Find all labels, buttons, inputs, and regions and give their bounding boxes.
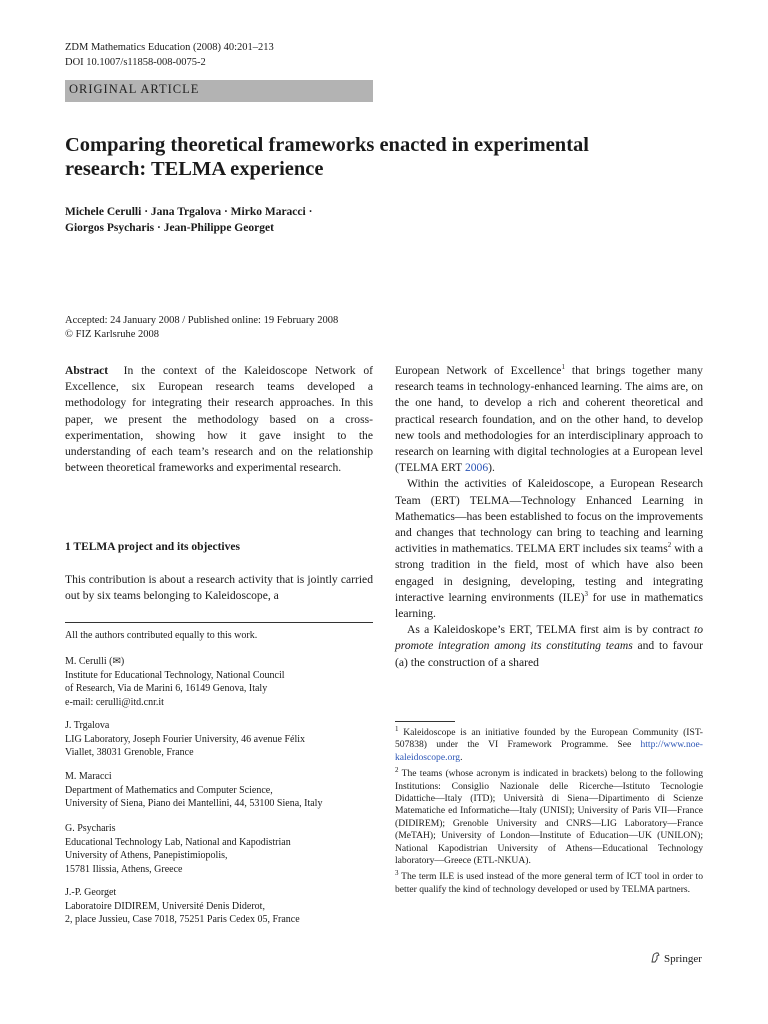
affiliation-line: University of Siena, Piano dei Mantellini, 44, 53100 Siena, Italy [65,798,323,810]
footnote-2 [395,768,703,867]
affiliation-name: J. Trgalova [65,720,110,731]
affiliation-cerulli [65,655,385,709]
springer-horse-icon [650,952,661,963]
abstract-text: In the context of the Kaleidoscope Network of Excellence, six European research teams developed a methodology for integrating their research approaches. In this paper, we present the methodology based on a cross-experimentation, showing how it gave insight to the understanding of each team’s research and on the relationship between theoretical frameworks and experimental research. [65,364,373,475]
author-list [65,204,705,236]
paragraph [395,476,703,622]
text-run: European Network of Excellence [395,364,562,377]
accepted-date: Accepted: 24 January 2008 / Published online: 19 February 2008 [65,315,339,326]
footnote-number: 2 [395,766,399,775]
text-run: As a Kaleidoskope’s ERT, TELMA first aim is by contract [407,623,694,637]
text-run: with a strong tradition in the field, most of which have also been engaged in designing, developing, testing and integrating interactive learning environments (ILE) [395,542,703,604]
affiliation-line: University of Athens, Panepistimiopolis, [65,850,228,862]
footnote-1 [395,724,703,764]
kaleidoscope-link[interactable]: http://www.noe-kaleidoscope.org [395,739,703,763]
text-run: ). [488,461,495,475]
footnote-ref: 3 [584,589,589,598]
affiliation-maracci [65,770,385,811]
footnote-number: 3 [395,869,399,878]
contribution-note: All the authors contributed equally to this work. [65,630,258,641]
authors-line: Giorgos Psycharis · Jean-Philippe Georget [65,222,274,234]
publisher-name: Springer [664,953,702,965]
right-column-body [395,363,703,671]
affiliation-line: LIG Laboratory, Joseph Fourier University, 46 avenue Félix [65,733,306,745]
affiliation-line: Institute for Educational Technology, National Council [65,669,285,681]
abstract [65,363,373,476]
paragraph [395,363,703,476]
divider [65,622,373,623]
paper-title [65,133,705,181]
paragraph [395,622,703,671]
affiliation-name: M. Maracci [65,771,112,782]
affiliation-name: M. Cerulli (✉) [65,656,125,667]
emphasis: to promote integration among its constituting teams [395,623,703,653]
affiliation-line: Educational Technology Lab, National and Kapodistrian [65,836,291,848]
affiliation-line: of Research, Via de Marini 6, 16149 Genova, Italy [65,683,268,695]
doi: DOI 10.1007/s11858-008-0075-2 [65,57,206,68]
affiliation-trgalova [65,719,385,760]
text-run: that brings together many research teams in technology-enhanced learning. The aims are, on the one hand, to develop a rich and coherent theoretical and practical research foundation, and on the other hand, to develop new tools and methodologies for an interdisciplinary approach to research on learning with digital technologies at a European level (TELMA ERT [395,364,703,475]
affiliation-line: Laboratoire DIDIREM, Université Denis Diderot, [65,900,265,912]
publication-dates [65,314,385,342]
affiliation-line: 15781 Ilissia, Athens, Greece [65,863,183,875]
abstract-label: Abstract [65,364,109,377]
text-run: and to favour (a) the construction of a shared [395,639,703,669]
footnote-number: 1 [395,724,399,733]
text-run: for use in mathematics learning. [395,590,703,621]
footnote-ref: 1 [561,363,565,372]
footnotes [395,724,703,896]
section-body: This contribution is about a research activity that is jointly carried out by six teams belonging to Kaleidoscope, a [65,573,373,603]
affiliation-georget [65,886,385,927]
article-type-banner [65,80,373,102]
affiliation-psycharis [65,822,385,876]
title-line: research: TELMA experience [65,158,324,180]
footnote-text: The term ILE is used instead of the more general term of ICT tool in order to better qualify the kind of technology developed or used by TELMA partners. [395,871,703,895]
affiliation-line: 2, place Jussieu, Case 7018, 75251 Paris Cedex 05, France [65,914,300,926]
publisher-logo [650,952,702,965]
text-run: Within the activities of Kaleidoscope, a European Research Team (ERT) TELMA—Technology Enhanced Learning in Mathematics—has been established to focus on the improvements and changes that technology can bring to teaching and learning activities in mathematics. TELMA ERT includes six teams [395,477,703,556]
affiliation-email: e-mail: cerulli@itd.cnr.it [65,696,164,708]
affiliation-name: J.-P. Georget [65,887,117,898]
journal-citation: ZDM Mathematics Education (2008) 40:201–213 [65,42,274,53]
affiliation-line: Viallet, 38031 Grenoble, France [65,747,194,759]
footnote-text: Kaleidoscope is an initiative founded by the European Community (IST-507838) under the VI Framework Programme. See [395,727,703,751]
authors-line: Michele Cerulli · Jana Trgalova · Mirko Maracci · [65,206,313,218]
title-line: Comparing theoretical frameworks enacted in experimental [65,134,589,156]
footnote-text: The teams (whose acronym is indicated in brackets) belong to the following Institutions: Consiglio Nazionale delle Ricerche—Istituto Tecnologie Didattiche—Italy (ITD); Università di Siena—Dipartimento di Scienze Matematiche ed Informatiche—Italy (UNISI); University of Paris VII—France (DIDIREM); Grenoble University and CNRS—LIG Laboratory—France (MeTAH); University of London—Institute of Education—UK (UNILON); National Kapodistrian University of Athens—Educational Technology laboratory—Greece (ETL-NKUA). [395,768,703,867]
footnote-divider [395,721,455,722]
footnote-3 [395,871,703,896]
section-heading: 1 TELMA project and its objectives [65,541,240,553]
footnote-ref: 2 [667,541,672,550]
copyright: © FIZ Karlsruhe 2008 [65,329,160,340]
article-type-label: ORIGINAL ARTICLE [69,82,200,96]
citation-link[interactable]: 2006 [464,461,489,475]
affiliation-name: G. Psycharis [65,823,116,834]
footnote-text: . [460,751,463,763]
affiliation-line: Department of Mathematics and Computer Science, [65,784,273,796]
